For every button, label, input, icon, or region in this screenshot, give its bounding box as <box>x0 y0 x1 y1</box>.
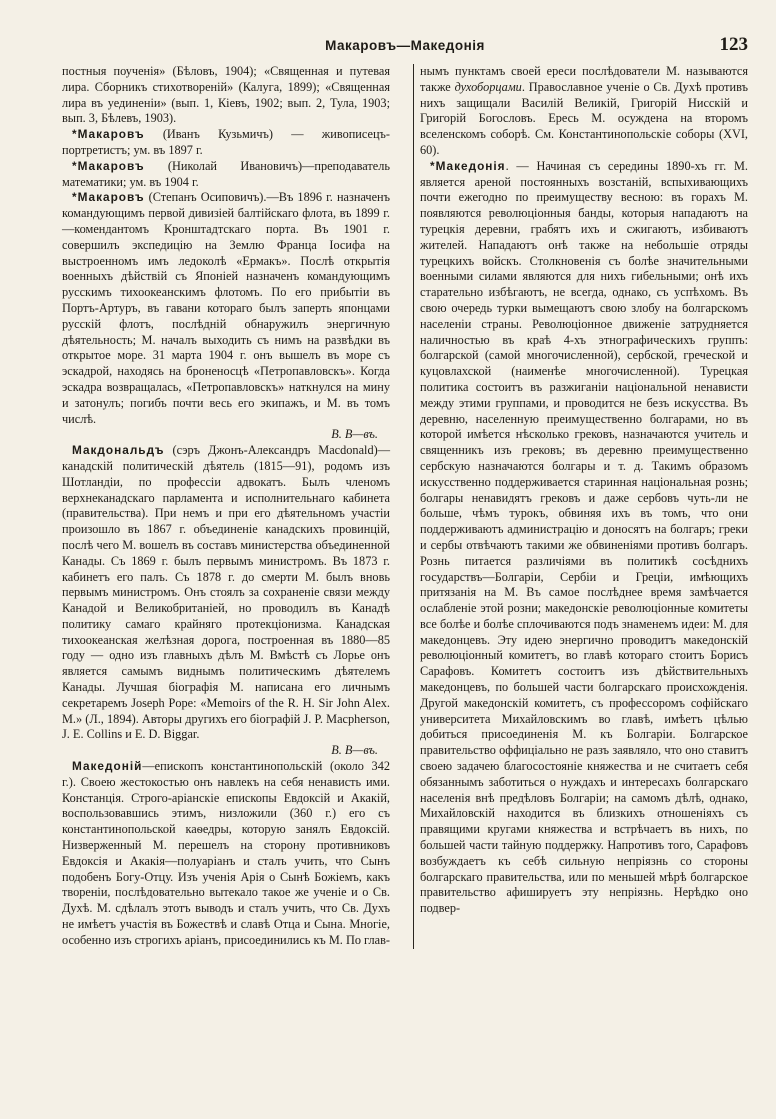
left-column <box>62 64 394 949</box>
entry-text: (сэръ Джонъ-Александръ Macdonald)—канадскій политическій дѣятель (1815—91), родомъ изъ Шотландіи, по профессіи адвокатъ. Былъ членомъ верхнеканадскаго парламента и исполнительнаго кабинета (правительства). При немъ и при его дѣятельномъ участіи произошло въ 1867 г. объединеніе канадскихъ провинцій, послѣ чего М. вошелъ въ составъ министерства объединенной Канады. Съ 1869 г. былъ первымъ министромъ. Въ 1873 г. кабинетъ его палъ. Съ 1878 г. до смерти М. былъ вновь первымъ министромъ. Онъ стоялъ за сохраненіе связи между Канадой и Великобританіей, но проводилъ въ Канадѣ политику самаго крайняго протекціонизма. Канадская тихоокеанская желѣзная дорога, построенная въ 1880—85 году — одно изъ главныхъ дѣлъ М. Вмѣстѣ съ Лорье онъ является самымъ виднымъ политическимъ дѣятелемъ Канады. Лучшая біографія М. написана его личнымъ секретаремъ Joseph Pope: «Memoirs of the R. H. Sir John Alex. M.» (Л., 1894). Авторы другихъ его біографій J. P. Macpherson, J. E. Collins и E. D. Biggar. <box>62 443 390 742</box>
entry-headword: *Макаровъ <box>72 127 145 142</box>
entry-makarov-nikolai <box>62 159 390 191</box>
entry-text: . — Начиная съ середины 1890-хъ гг. М. является ареной постоянныхъ возстаній, вспыхивающихъ почти ежегодно по преимуществу весною: въ горахъ М. появляются революціонныя банды, которыя нападаютъ на турецкія деревни, грабятъ ихъ и сжигаютъ, избиваютъ жителей. Нападаютъ онѣ также на небольшіе отряды турецкихъ войскъ. Столкновенія съ болѣе значительными военными силами являются для нихъ гибельными; онѣ ихъ старательно избѣгаютъ, не всегда, однако, съ успѣхомъ. Въ свою очередь турки вымещаютъ свою злобу на болгарскомъ населеніи страны. Революціонное движеніе затрудняется наличностью въ краѣ 4-хъ этнографическихъ группъ: болгарской (самой многочисленной), сербской, греческой и куцовлахской (наименѣе многочисленной). Турецкая политика состоитъ въ разжиганіи національной ненависти между этими группами, и проводится не безъ искусства. Въ деревню, населенную преимущественно болгарами, но въ которой имѣется нѣсколько грековъ, назначаются учитель и священникъ изъ грековъ; въ деревню преимущественно сербскую назначаются болгары и т. д. Такимъ образомъ искусственно поддерживается старинная національная рознь; болгары ненавидятъ грековъ и даже сербовъ чуть-ли не больше, чѣмъ турокъ, обвиняя ихъ въ томъ, что они поддерживаютъ администрацію и доносятъ на болгаръ; греки и сербы отвѣчаютъ такими же обвиненіями противъ болгаръ. Рознь питается различіями въ политикѣ сосѣднихъ государствъ—Болгаріи, Сербіи и Греціи, имѣющихъ притязанія на М. Въ самое послѣднее время замѣчается ослабленіе этой розни; македонскіе революціонные комитеты все болѣе и болѣе сплочиваются подъ знаменемъ идеи: М. для македонцевъ. Эту идею энергично проводитъ македонскій революціонный комитетъ, во главѣ котораго стоитъ Борисъ Сарафовъ. Комитетъ состоитъ изъ дѣйствительныхъ македонцевъ, по большей части болгарскаго происхожденія. Другой македонскій комитетъ, съ профессоромъ софійскаго университета Михайловскимъ во главѣ, имѣетъ цѣлью добиться присоединенія М. къ Болгаріи. Болгарское правительство оффиціально не разъ заявляло, что оно ставитъ своею задачею благосостояніе княжества и не считаетъ себя обязаннымъ заботиться о нуждахъ и интересахъ болгарскаго населенія внѣ предѣловъ Болгаріи; на самомъ дѣлѣ, однако, Михайловскій находится въ близкихъ отношеніяхъ съ правящими кругами княжества и встрѣчаетъ въ нихъ, по большей части тайную поддержку. Напротивъ того, Сарафовъ возбуждаетъ къ себѣ сильную непріязнь со стороны болгарскаго правительства, или по меньшей мѣрѣ болгарское правительство афишируетъ эту непріязнь. Нерѣдко оно подвер- <box>420 158 748 916</box>
entry-makedonia <box>420 159 748 917</box>
author-signature: В. В—въ. <box>331 743 378 758</box>
text-columns <box>62 64 748 949</box>
entry-makedoniy <box>62 759 390 949</box>
author-signature: В. В—въ. <box>331 427 378 442</box>
entry-headword: Макдональдъ <box>72 443 165 458</box>
entry-text: нымъ пунктамъ своей ереси послѣдователи М. называются также <box>420 64 748 94</box>
entry-makarov-ivan <box>62 127 390 159</box>
entry-text: . Православное ученіе о Св. Духѣ противъ нихъ защищали Василій Великій, Григорій Нисскій и Григорій Богословъ. Ересь М. осуждена на второмъ вселенскомъ соборѣ. См. Константинопольскіе соборы (XVI, 60). <box>420 79 748 157</box>
running-title: Макаровъ—Македонія <box>325 38 485 53</box>
right-column <box>413 64 748 949</box>
emphasized-term: духоборцами <box>454 79 522 94</box>
entry-macdonald <box>62 443 390 743</box>
entry-continuation <box>420 64 748 159</box>
entry-text: постныя поученія» (Бѣловъ, 1904); «Священная и путевая лира. Сборникъ стихотвореній» (Калуга, 1899); «Священная лира въ уединеніи» (вып. 1, Кіевъ, 1902; вып. 2, Тула, 1903; вып. 3, Бѣлевъ, 1903). <box>62 64 390 126</box>
entry-text: (Николай Ивановичъ)—преподаватель математики; ум. въ 1904 г. <box>62 158 390 189</box>
entry-text: (Степанъ Осиповичъ).—Въ 1896 г. назначенъ командующимъ первой дивизіей балтійскаго флота, въ 1899 г.—комендантомъ Кронштадтскаго порта. Въ 1901 г. совершилъ экспедицію на Землю Франца Іосифа на выстроенномъ имъ ледоколѣ «Ермакъ». Послѣ открытія военныхъ дѣйствій съ Японіей назначенъ командующимъ русскимъ тихоокеанскимъ флотомъ. По его прибытіи въ Портъ-Артуръ, въ гавани котораго былъ заперть японцами русскій флотъ, послѣдній обнаружилъ энергичную дѣятельность; М. началъ выходить съ нимъ на развѣдки въ открытое море. 31 марта 1904 г. онъ вышелъ въ море съ эскадрой, находясь на броненосцѣ «Петропавловскъ». Когда эскадра возвращалась, «Петропавловскъ» наткнулся на мину и затонулъ; погибъ почти весь его экипажъ, и М. въ томъ числѣ. <box>62 190 390 426</box>
entry-makarov-stepan <box>62 190 390 427</box>
page-number: 123 <box>719 34 748 55</box>
page-header <box>62 34 748 64</box>
entry-headword: Македоній <box>72 759 143 774</box>
entry-headword: *Макаровъ <box>72 190 145 205</box>
entry-text: —епископъ константинопольскій (около 342 г.). Своею жестокостью онъ навлекъ на себя ненависть ими. Констанція. Строго-аріанскіе епископы Евдоксій и Акакій, воспользовавшись этимъ, низложили (360 г.) его съ константинопольской каѳедры, которую занялъ Евдоксій. Низверженный М. перешелъ на сторону противниковъ Евдоксія и Акакія—полуаріанъ и сталъ учить, что Сынъ подобенъ Богу-Отцу. Изъ ученія Арія о Сынѣ Божіемъ, какъ твореніи, послѣдовательно вытекало такое же ученіе и о Св. Духѣ. М. сдѣлалъ этотъ выводъ и сталъ учить, что Св. Духъ не имѣетъ участія въ Божествѣ и славѣ Отца и Сына. Многіе, особенно изъ строгихъ аріанъ, присоединились къ М. По глав- <box>62 759 390 947</box>
entry-continuation <box>62 64 390 127</box>
entry-headword: *Македонія <box>430 158 506 173</box>
entry-headword: *Макаровъ <box>72 158 145 173</box>
entry-text: (Иванъ Кузьмичъ) — живописецъ-портретистъ; ум. въ 1897 г. <box>62 127 390 157</box>
